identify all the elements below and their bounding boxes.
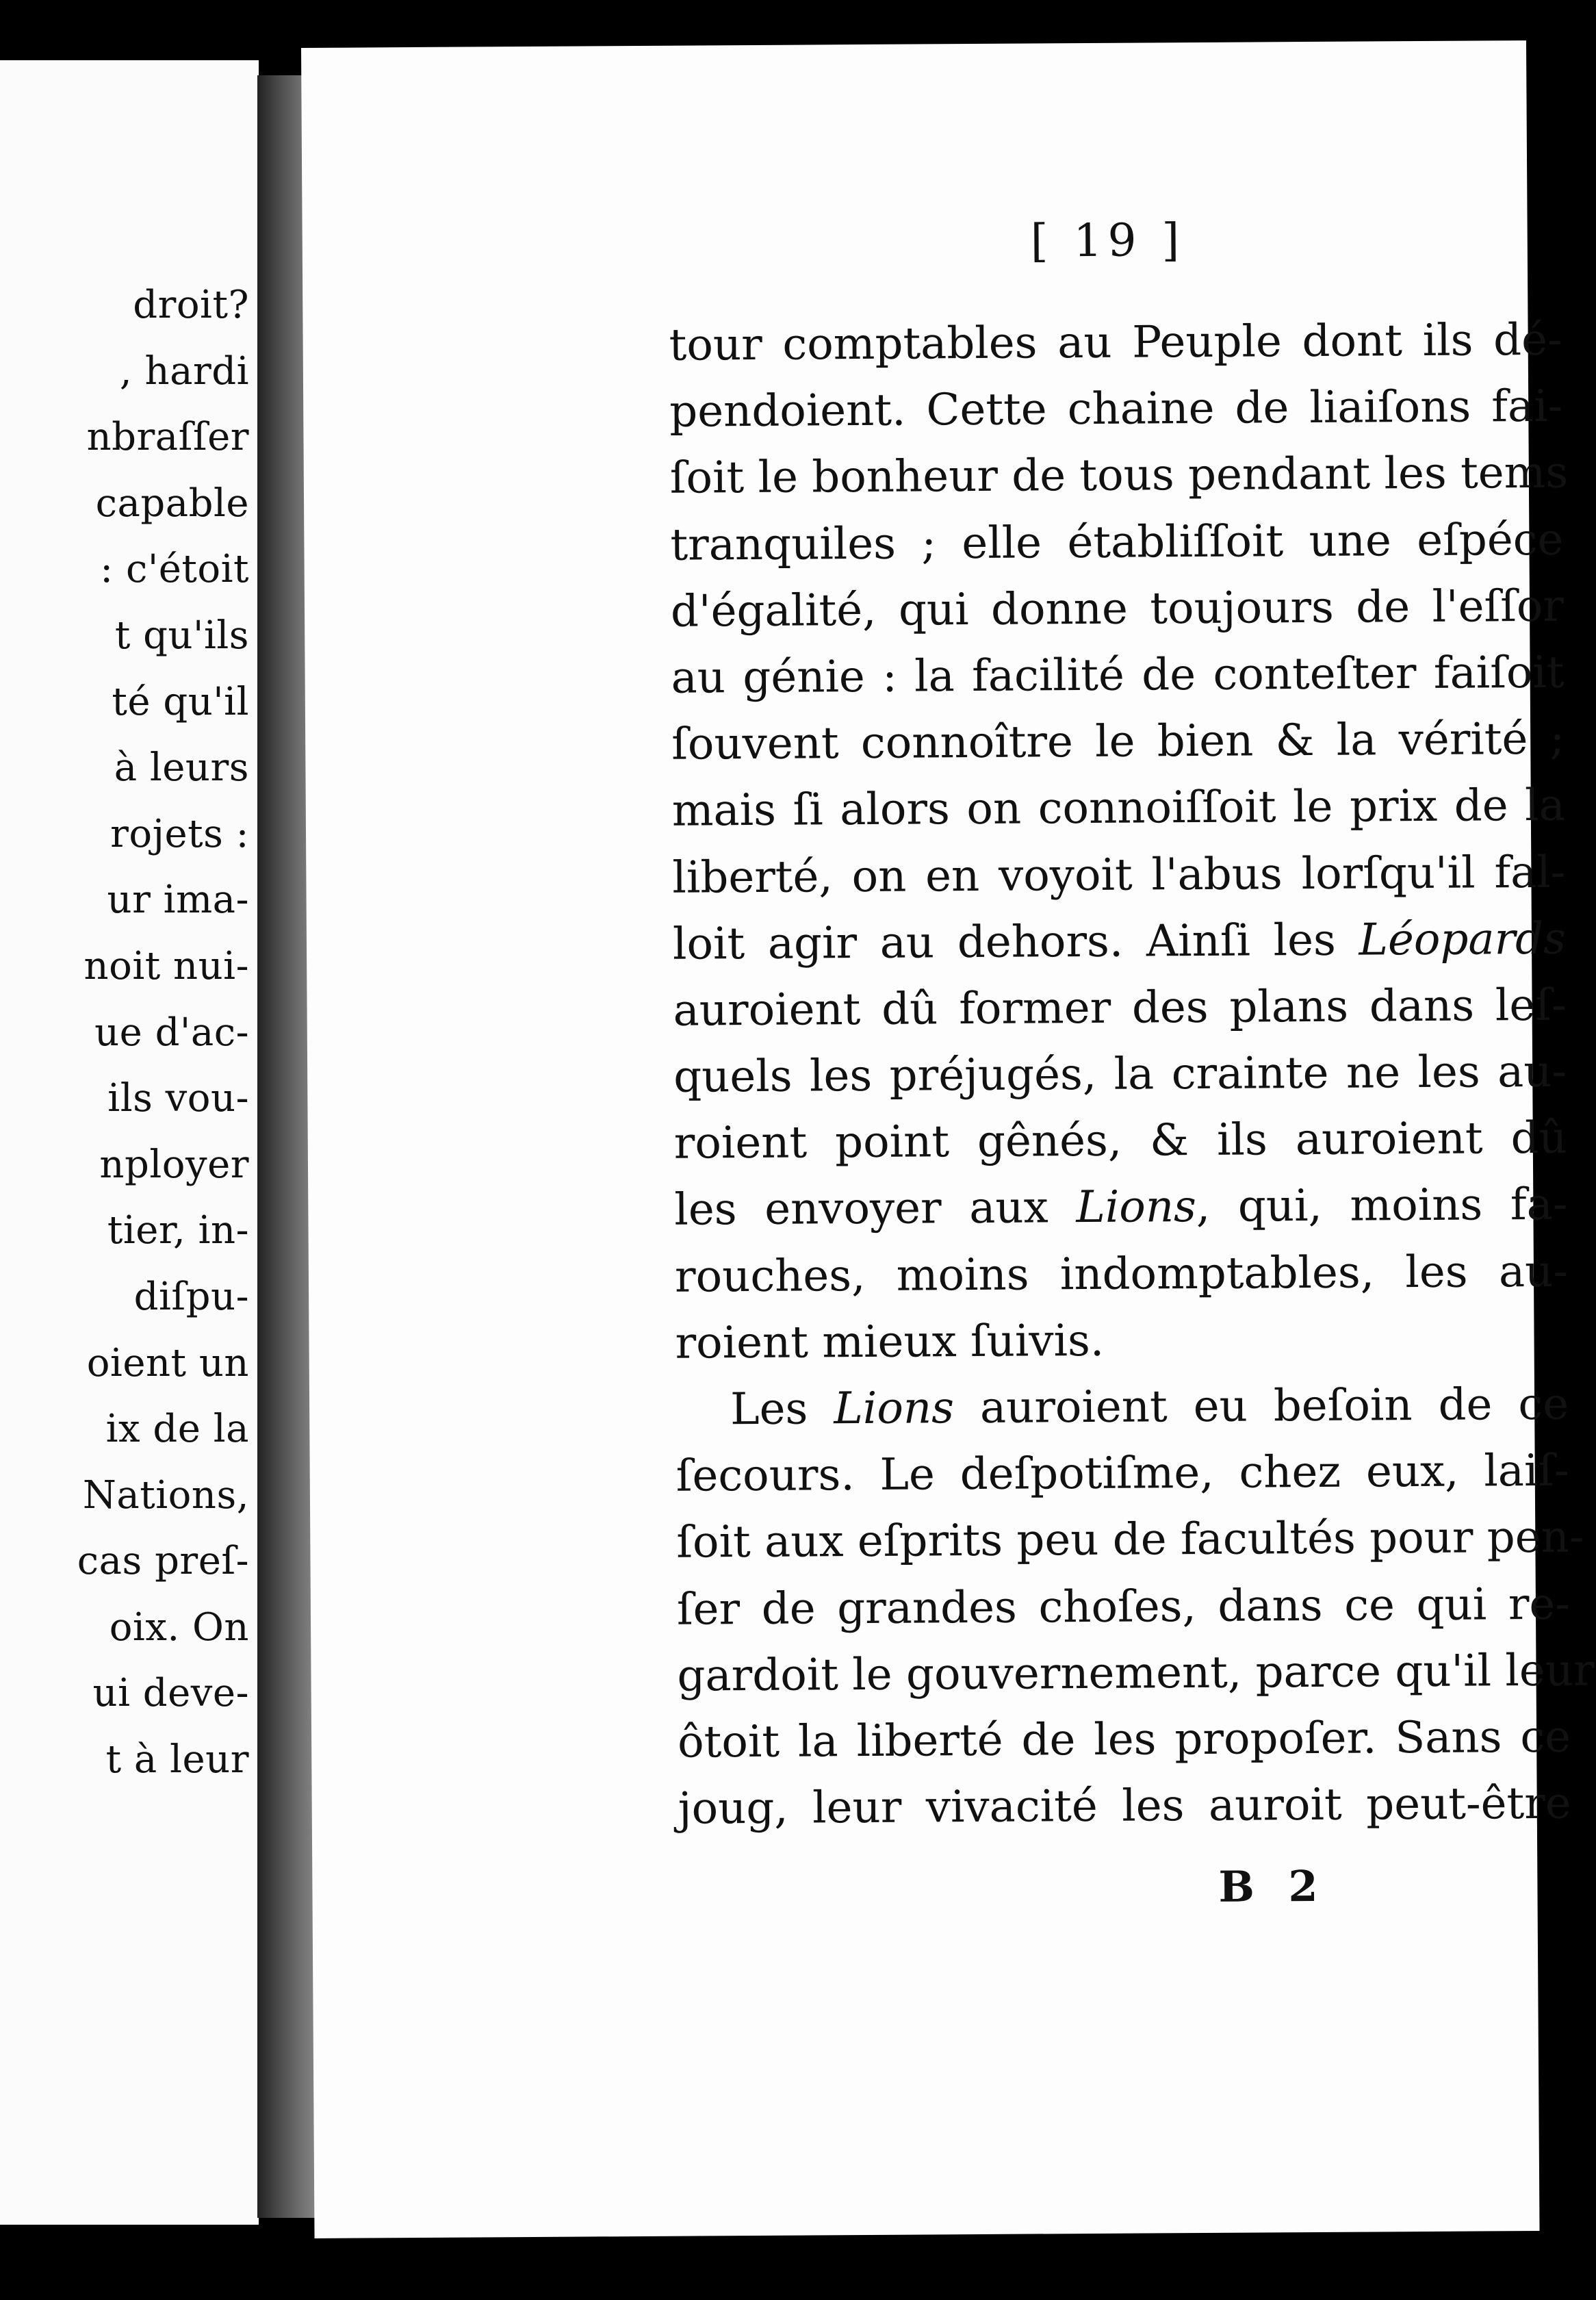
text-segment: quels les préjugés, la crainte ne les au-: [673, 1046, 1567, 1103]
left-text-line: Nations,: [82, 1472, 249, 1518]
text-segment: au génie : la facilité de conteſter faiſoit: [671, 647, 1565, 704]
body-text: [669, 307, 1595, 1843]
text-segment: les envoyer aux: [674, 1182, 1077, 1236]
left-text-line: oix. On: [109, 1605, 249, 1650]
text-line: [676, 1505, 1584, 1576]
text-segment: ſer de grandes choſes, dans ce qui re-: [676, 1579, 1571, 1635]
text-segment: auroient dû former des plans dans leſ-: [673, 980, 1567, 1036]
italic-name: Lions: [834, 1383, 955, 1435]
left-text-line: t à leur: [105, 1737, 249, 1782]
text-line: [678, 1704, 1571, 1776]
text-segment: gardoit le gouvernement, parce qu'il leur: [677, 1645, 1595, 1702]
text-segment: , qui, moins fa-: [1196, 1179, 1568, 1233]
left-text-line: nbraſſer: [86, 415, 249, 460]
left-text-line: noit nui-: [83, 943, 249, 988]
left-text-line: té qu'il: [112, 679, 249, 724]
left-text-line: tier, in-: [107, 1208, 249, 1253]
text-line: [673, 1039, 1567, 1111]
text-segment: tour comptables au Peuple dont ils dé-: [669, 314, 1562, 371]
text-line: [674, 1172, 1568, 1244]
text-segment: ôtoit la liberté de les propoſer. Sans ce: [677, 1711, 1571, 1768]
text-line: [677, 1637, 1595, 1709]
text-line: [669, 307, 1562, 379]
italic-name: Lions: [1076, 1181, 1197, 1234]
text-segment: tranquiles ; elle établiſſoit une eſpéce: [670, 514, 1564, 571]
left-text-line: rojets :: [110, 811, 249, 856]
signature-mark: B 2: [1218, 1861, 1328, 1912]
page-number: [ 19 ]: [1030, 214, 1185, 268]
text-line: [675, 1238, 1569, 1310]
text-line: [672, 839, 1566, 911]
left-text-line: nployer: [99, 1142, 249, 1187]
left-text-line: ix de la: [105, 1407, 249, 1452]
text-segment: auroient eu beſoin de ce: [953, 1379, 1569, 1434]
left-text-line: oient un: [86, 1340, 249, 1385]
text-line: [673, 973, 1567, 1045]
text-segment: roient mieux ſuivis.: [675, 1315, 1105, 1369]
left-facing-page: [0, 60, 259, 2225]
text-segment: roient point gênés, & ils auroient dû: [673, 1112, 1567, 1169]
left-text-line: à leurs: [114, 745, 249, 791]
left-page-text: [77, 272, 249, 1793]
text-segment: liberté, on en voyoit l'abus lorſqu'il fal-: [672, 847, 1566, 904]
text-segment: ſoit aux eſprits peu de facultés pour pen-: [676, 1511, 1584, 1569]
text-line: [675, 1438, 1569, 1510]
text-line: [669, 374, 1563, 446]
left-text-line: ui deve-: [92, 1671, 249, 1716]
text-segment: joug, leur vivacité les auroit peut-être: [678, 1778, 1571, 1835]
text-segment: Les: [730, 1383, 834, 1435]
left-text-line: capable: [95, 481, 249, 526]
text-line: [669, 440, 1569, 512]
left-text-line: ue d'ac-: [94, 1010, 249, 1055]
text-line: [673, 906, 1567, 978]
right-page: [301, 40, 1595, 2238]
text-segment: loit agir au dehors. Ainſi les: [672, 915, 1359, 970]
text-line: [671, 706, 1565, 778]
text-segment: ſecours. Le deſpotiſme, chez eux, laiſ-: [675, 1445, 1569, 1502]
text-line: [671, 640, 1565, 712]
text-segment: ſouvent connoître le bien & la vérité ;: [671, 713, 1565, 770]
left-text-line: droit?: [133, 283, 249, 327]
text-segment: rouches, moins indomptables, les au-: [674, 1246, 1569, 1303]
left-text-line: cas preſ-: [77, 1539, 249, 1584]
text-line: [673, 1106, 1567, 1177]
italic-name: Léopards: [1359, 913, 1567, 966]
left-text-line: ur ima-: [107, 878, 249, 923]
text-line: [678, 1771, 1571, 1843]
text-segment: pendoient. Cette chaine de liaiſons fai-: [669, 381, 1563, 437]
text-segment: d'égalité, qui donne toujours de l'eſſor: [670, 580, 1565, 637]
text-line: [675, 1305, 1569, 1377]
text-segment: mais ſi alors on connoiſſoit le prix de la: [671, 780, 1566, 837]
left-text-line: : c'étoit: [100, 547, 249, 592]
text-line: [671, 573, 1565, 645]
left-text-line: t qu'ils: [114, 613, 249, 658]
left-text-line: , hardi: [119, 348, 249, 394]
text-segment: ſoit le bonheur de tous pendant les tems: [669, 448, 1569, 504]
left-text-line: ils vou-: [107, 1076, 249, 1121]
text-line: [677, 1571, 1571, 1643]
text-line: [672, 773, 1566, 845]
left-text-line: diſpu-: [133, 1274, 249, 1319]
text-line: [670, 507, 1564, 578]
text-line: [675, 1372, 1569, 1444]
